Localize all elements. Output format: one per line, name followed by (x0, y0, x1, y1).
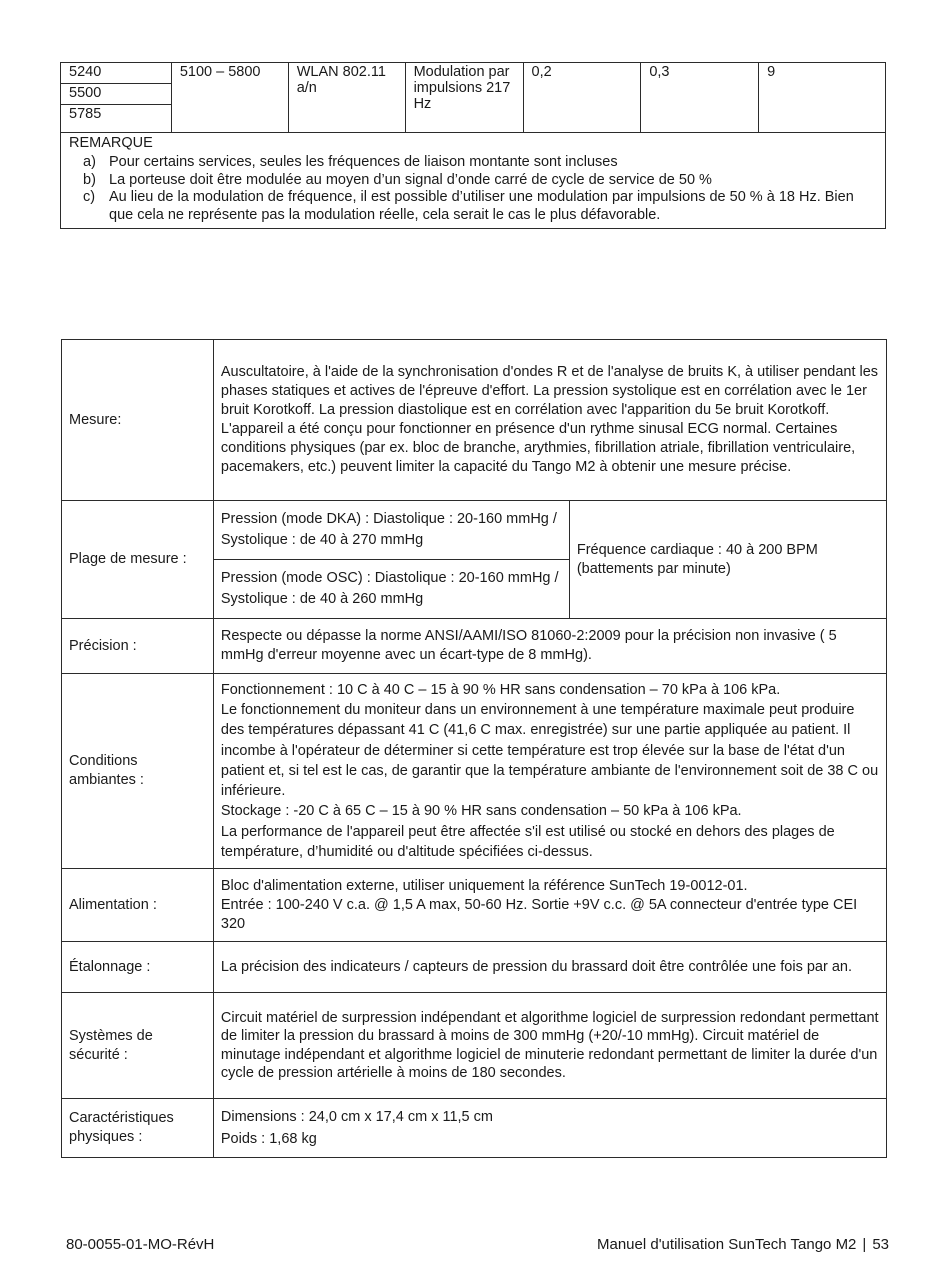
frequency-value: 5240 (69, 64, 102, 80)
power-cell (523, 63, 641, 133)
row-label: Alimentation : (62, 869, 214, 942)
note-text: Pour certains services, seules les fréquences de liaison montante sont incluses (109, 154, 618, 170)
table-row (62, 619, 887, 674)
service-value: WLAN 802.11 a/n (296, 64, 386, 96)
frequency-cell (61, 84, 172, 105)
row-label: Précision : (62, 619, 214, 674)
heart-rate-range: Fréquence cardiaque : 40 à 200 BPM (battements par minute) (569, 501, 886, 619)
note-letter: b) (83, 171, 96, 188)
row-label: Étalonnage : (62, 942, 214, 993)
conditions-cell (213, 674, 886, 869)
note-cell (61, 133, 886, 229)
range-dka: Pression (mode DKA) : Diastolique : 20-160 mmHg / Systolique : de 40 à 270 mmHg (213, 501, 569, 560)
table-row (62, 869, 887, 942)
page-number: 53 (872, 1236, 889, 1253)
frequency-cell (61, 105, 172, 133)
row-label: Conditions ambiantes : (62, 674, 214, 869)
immunity-level-cell (759, 63, 886, 133)
table-row (62, 340, 887, 501)
band-value: 5100 – 5800 (179, 64, 261, 80)
document-reference: 80-0055-01-MO-RévH (66, 1236, 215, 1253)
power-supply-line: Entrée : 100-240 V c.a. @ 1,5 A max, 50-60 Hz. Sortie +9V c.c. @ 5A connecteur d'entrée type CEI 320 (220, 896, 858, 932)
measure-description: Auscultatoire, à l'aide de la synchronisation d'ondes R et de l'analyse de bruits K, à utiliser pendant les phases statiques et actives de l'épreuve d'effort. La pression systolique est en corrélation avec le 1er bruit Korotkoff. La pression diastolique est en corrélation avec l'apparition du 5e bruit Korotkoff. L'appareil a été conçu pour fonctionner en présence d'un rythme sinusal ECG normal. Certaines conditions physiques (par ex. bloc de branche, arythmies, fibrillation atriale, fibrillation ventriculaire, pacemakers, etc.) peuvent limiter la capacité du Tango M2 à obtenir une mesure précise. (213, 340, 886, 501)
page-footer (597, 1236, 889, 1253)
physical-cell (213, 1099, 886, 1158)
band-cell (171, 63, 288, 133)
immunity-level-value: 9 (767, 64, 776, 80)
row-label: Systèmes de sécurité : (62, 993, 214, 1099)
frequency-value: 5500 (69, 85, 102, 101)
note-letter: c) (83, 189, 96, 205)
table-row (62, 1099, 887, 1158)
distance-cell (641, 63, 759, 133)
dimensions-text: Dimensions : 24,0 cm x 17,4 cm x 11,5 cm (220, 1109, 493, 1125)
operating-conditions: Fonctionnement : 10 C à 40 C – 15 à 90 % HR sans condensation – 70 kPa à 106 kPa. (220, 681, 781, 698)
note-letter: a) (83, 154, 96, 170)
immunity-table (60, 62, 886, 229)
power-supply-line: Bloc d'alimentation externe, utiliser uniquement la référence SunTech 19-0012-01. (220, 877, 748, 894)
footer-separator: | (862, 1236, 867, 1253)
operating-note: Le fonctionnement du moniteur dans un environnement à une température maximale peut produire des températures dépassant 41 C (41,6 C max. enregistrée) sur une partie appliquée au patient. Il incombe à l'opérateur de déterminer si cette température est trop élevée sur la base de l'état d'un patient et, si tel est le cas, de garantir que la température ambiante de l'environnement soit de 38 C ou inférieure. (220, 701, 879, 800)
table-row (62, 942, 887, 993)
note-item (69, 189, 877, 224)
specifications-table (61, 339, 887, 1158)
table-row (62, 993, 887, 1099)
range-osc: Pression (mode OSC) : Diastolique : 20-160 mmHg / Systolique : de 40 à 260 mmHg (213, 560, 569, 619)
power-supply-cell (213, 869, 886, 942)
note-text: La porteuse doit être modulée au moyen d’un signal d’onde carré de cycle de service de 50 % (109, 171, 712, 188)
modulation-cell (405, 63, 523, 133)
weight-text: Poids : 1,68 kg (220, 1131, 317, 1147)
manual-title: Manuel d'utilisation SunTech Tango M2 (596, 1236, 857, 1253)
service-cell (288, 63, 405, 133)
note-text: Au lieu de la modulation de fréquence, il est possible d’utiliser une modulation par impulsions de 50 % à 18 Hz. Bien que cela ne représente pas la modulation réelle, cela serait le cas le plus défavorable. (109, 189, 854, 223)
modulation-value: Modulation par impulsions 217 Hz (413, 64, 511, 112)
note-item (69, 154, 877, 172)
row-label: Caractéristiques physiques : (62, 1099, 214, 1158)
calibration-text: La précision des indicateurs / capteurs de pression du brassard doit être contrôlée une fois par an. (213, 942, 886, 993)
precision-text: Respecte ou dépasse la norme ANSI/AAMI/ISO 81060-2:2009 pour la précision non invasive ( 5 mmHg d'erreur moyenne avec un écart-type de 8 mmHg). (213, 619, 886, 674)
power-value: 0,2 (531, 64, 552, 80)
note-list (69, 154, 877, 224)
distance-value: 0,3 (649, 64, 670, 80)
frequency-cell (61, 63, 172, 84)
table-row (62, 674, 887, 869)
frequency-value: 5785 (69, 106, 102, 122)
note-title: REMARQUE (69, 135, 153, 151)
performance-note: La performance de l'appareil peut être affectée s'il est utilisé ou stocké en dehors des plages de température, d’humidité ou d'altitude spécifiées ci-dessus. (220, 823, 835, 861)
table-row (62, 501, 887, 560)
row-label: Plage de mesure : (62, 501, 214, 619)
storage-conditions: Stockage : -20 C à 65 C – 15 à 90 % HR sans condensation – 50 kPa à 106 kPa. (220, 803, 742, 820)
note-item (69, 172, 877, 190)
safety-text: Circuit matériel de surpression indépendant et algorithme logiciel de surpression redondant permettant de limiter la pression du brassard à moins de 300 mmHg (+20/-10 mmHg). Circuit matériel de minutage indépendant et algorithme logiciel de minuterie redondant permettant de limiter la durée d'un cycle de pression artérielle à moins de 180 secondes. (213, 993, 886, 1099)
row-label: Mesure: (62, 340, 214, 501)
